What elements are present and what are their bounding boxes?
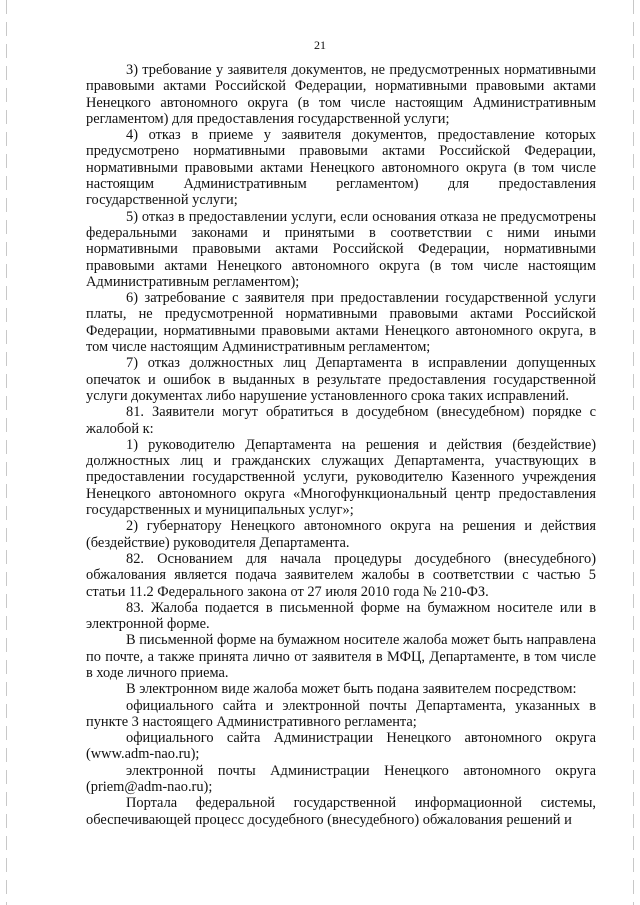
document-body xyxy=(86,62,596,828)
paragraph: 83. Жалоба подается в письменной форме на бумажном носителе или в электронной форме. xyxy=(86,599,596,633)
paragraph: 3) требование у заявителя документов, не предусмотренных нормативными правовыми актами Российской Федерации, нормативными правовыми актами Ненецкого автономного округа (в том числе настоящим Административным регламентом) для предоставления государственной услуги; xyxy=(86,62,596,127)
paragraph: официального сайта Администрации Ненецкого автономного округа (www.adm-nao.ru); xyxy=(86,730,596,763)
paragraph: 7) отказ должностных лиц Департамента в исправлении допущенных опечаток и ошибок в выданных в результате предоставления государственной услуги документах либо нарушение установленного срока таких исправлений. xyxy=(86,355,596,404)
paragraph: Портала федеральной государственной информационной системы, обеспечивающей процесс досудебного (внесудебного) обжалования решений и xyxy=(86,795,596,828)
paragraph: 1) руководителю Департамента на решения и действия (бездействие) должностных лиц и гражданских служащих Департамента, участвующих в предоставлении государственной услуги, руководителю Казенного учреждения Ненецкого автономного округа «Многофункциональный центр предоставления государственных и муниципальных услуг»; xyxy=(86,436,596,519)
paragraph: В письменной форме на бумажном носителе жалоба может быть направлена по почте, а также принята лично от заявителя в МФЦ, Департаменте, в том числе в ходе личного приема. xyxy=(86,632,596,681)
paragraph: 5) отказ в предоставлении услуги, если основания отказа не предусмотрены федеральными законами и принятыми в соответствии с ними иными нормативными правовыми актами Российской Федерации, нормативными правовыми актами Ненецкого автономного округа (в том числе настоящим Административным регламентом); xyxy=(86,208,596,290)
paragraph: 2) губернатору Ненецкого автономного округа на решения и действия (бездействие) руководителя Департамента. xyxy=(86,518,596,551)
paragraph: электронной почты Администрации Ненецкого автономного округа (priem@adm-nao.ru); xyxy=(86,762,596,796)
paragraph: официального сайта и электронной почты Департамента, указанных в пункте 3 настоящего Административного регламента; xyxy=(86,697,596,730)
paragraph: 6) затребование с заявителя при предоставлении государственной услуги платы, не предусмотренной нормативными правовыми актами Российской Федерации, нормативными правовыми актами Ненецкого автономного округа, в том числе настоящим Административным регламентом; xyxy=(86,290,596,356)
paragraph: В электронном виде жалоба может быть подана заявителем посредством: xyxy=(126,681,577,698)
paragraph: 82. Основанием для начала процедуры досудебного (внесудебного) обжалования является подача заявителем жалобы в соответствии с частью 5 статьи 11.2 Федерального закона от 27 июля 2010 года № 210-ФЗ. xyxy=(86,550,596,600)
scan-edge-right xyxy=(633,0,634,905)
paragraph: 4) отказ в приеме у заявителя документов, предоставление которых предусмотрено нормативными правовыми актами Российской Федерации, нормативными правовыми актами Ненецкого автономного округа (в том числе настоящим Административным регламентом) для предоставления государственной услуги; xyxy=(86,127,596,209)
scan-edge-left xyxy=(6,0,7,905)
paragraph: 81. Заявители могут обратиться в досудебном (внесудебном) порядке с жалобой к: xyxy=(86,404,596,437)
page-number: 21 xyxy=(314,38,326,52)
